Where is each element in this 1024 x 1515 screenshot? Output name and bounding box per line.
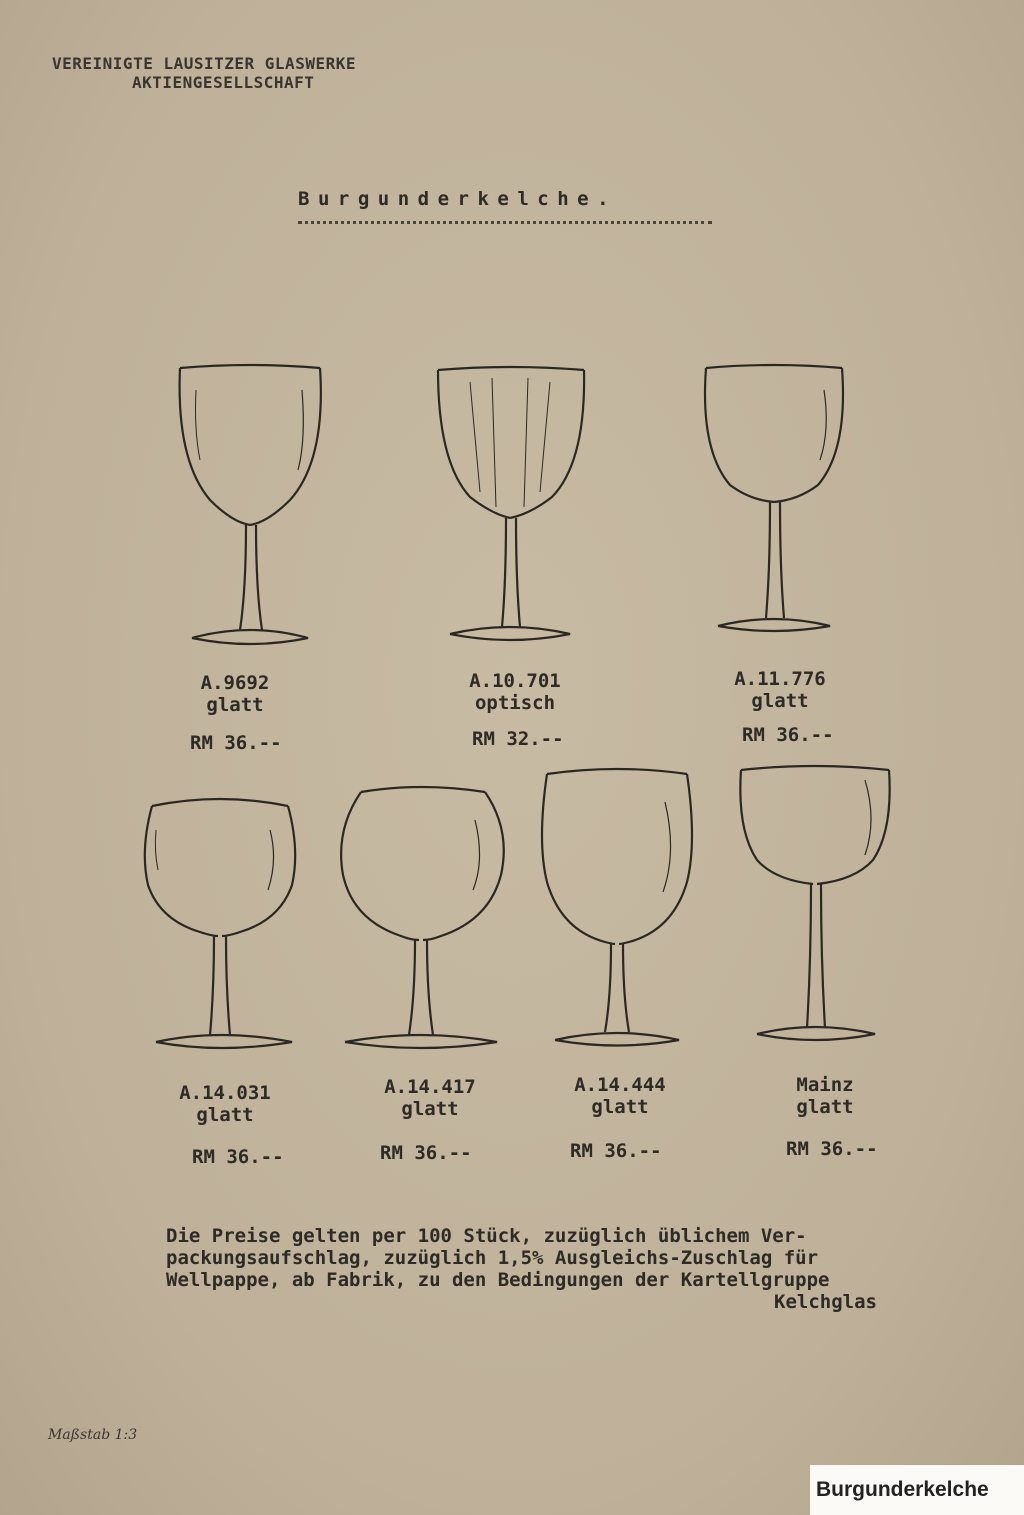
price-a9692: RM 36.-- (190, 732, 282, 754)
item-finish: glatt (196, 1104, 254, 1126)
glass-a10701-illustration (430, 362, 600, 647)
item-finish: glatt (401, 1098, 459, 1120)
item-code: A.14.417 (384, 1076, 476, 1098)
glass-a14417-illustration (335, 780, 505, 1055)
price-a14031: RM 36.-- (192, 1146, 284, 1168)
glass-a14444-illustration (535, 762, 700, 1052)
price-a10701: RM 32.-- (472, 728, 564, 750)
item-code: A.10.701 (469, 670, 561, 692)
glass-a9692-illustration (170, 360, 350, 650)
label-a11776 (705, 668, 855, 712)
label-a10701 (440, 670, 590, 714)
label-mainz (755, 1074, 895, 1118)
item-finish: glatt (591, 1096, 649, 1118)
price-mainz: RM 36.-- (786, 1138, 878, 1160)
label-a14031 (150, 1082, 300, 1126)
page-title: Burgunderkelche. (298, 188, 618, 210)
price-a14417: RM 36.-- (380, 1142, 472, 1164)
note-line-4: Kelchglas (774, 1291, 877, 1313)
item-code: A.9692 (200, 672, 270, 694)
note-line-1: Die Preise gelten per 100 Stück, zuzüglich üblichem Ver- (166, 1225, 807, 1247)
item-code: Mainz (796, 1074, 854, 1096)
item-finish: glatt (796, 1096, 854, 1118)
company-type: AKTIENGESELLSCHAFT (132, 73, 315, 92)
price-a14444: RM 36.-- (570, 1140, 662, 1162)
glass-a14031-illustration (140, 790, 300, 1055)
company-header (52, 54, 472, 92)
price-a11776: RM 36.-- (742, 724, 834, 746)
note-line-2: packungsaufschlag, zuzüglich 1,5% Ausgleichs-Zuschlag für (166, 1247, 819, 1269)
glass-mainz-illustration (735, 760, 895, 1050)
note-line-3: Wellpappe, ab Fabrik, zu den Bedingungen der Kartellgruppe (166, 1269, 830, 1291)
company-name: VEREINIGTE LAUSITZER GLASWERKE (52, 54, 356, 73)
item-code: A.11.776 (734, 668, 826, 690)
label-a14444 (540, 1074, 700, 1118)
scale-note: Maßstab 1:3 (48, 1427, 138, 1443)
label-a14417 (355, 1076, 505, 1120)
glass-a11776-illustration (700, 360, 850, 640)
corner-label: Burgunderkelche (810, 1465, 1024, 1515)
item-finish: glatt (751, 690, 809, 712)
item-code: A.14.444 (574, 1074, 666, 1096)
pricing-note (166, 1225, 956, 1313)
item-finish: optisch (474, 692, 556, 714)
title-underline (298, 221, 712, 224)
item-code: A.14.031 (179, 1082, 271, 1104)
item-finish: glatt (206, 694, 264, 716)
label-a9692 (160, 672, 310, 716)
